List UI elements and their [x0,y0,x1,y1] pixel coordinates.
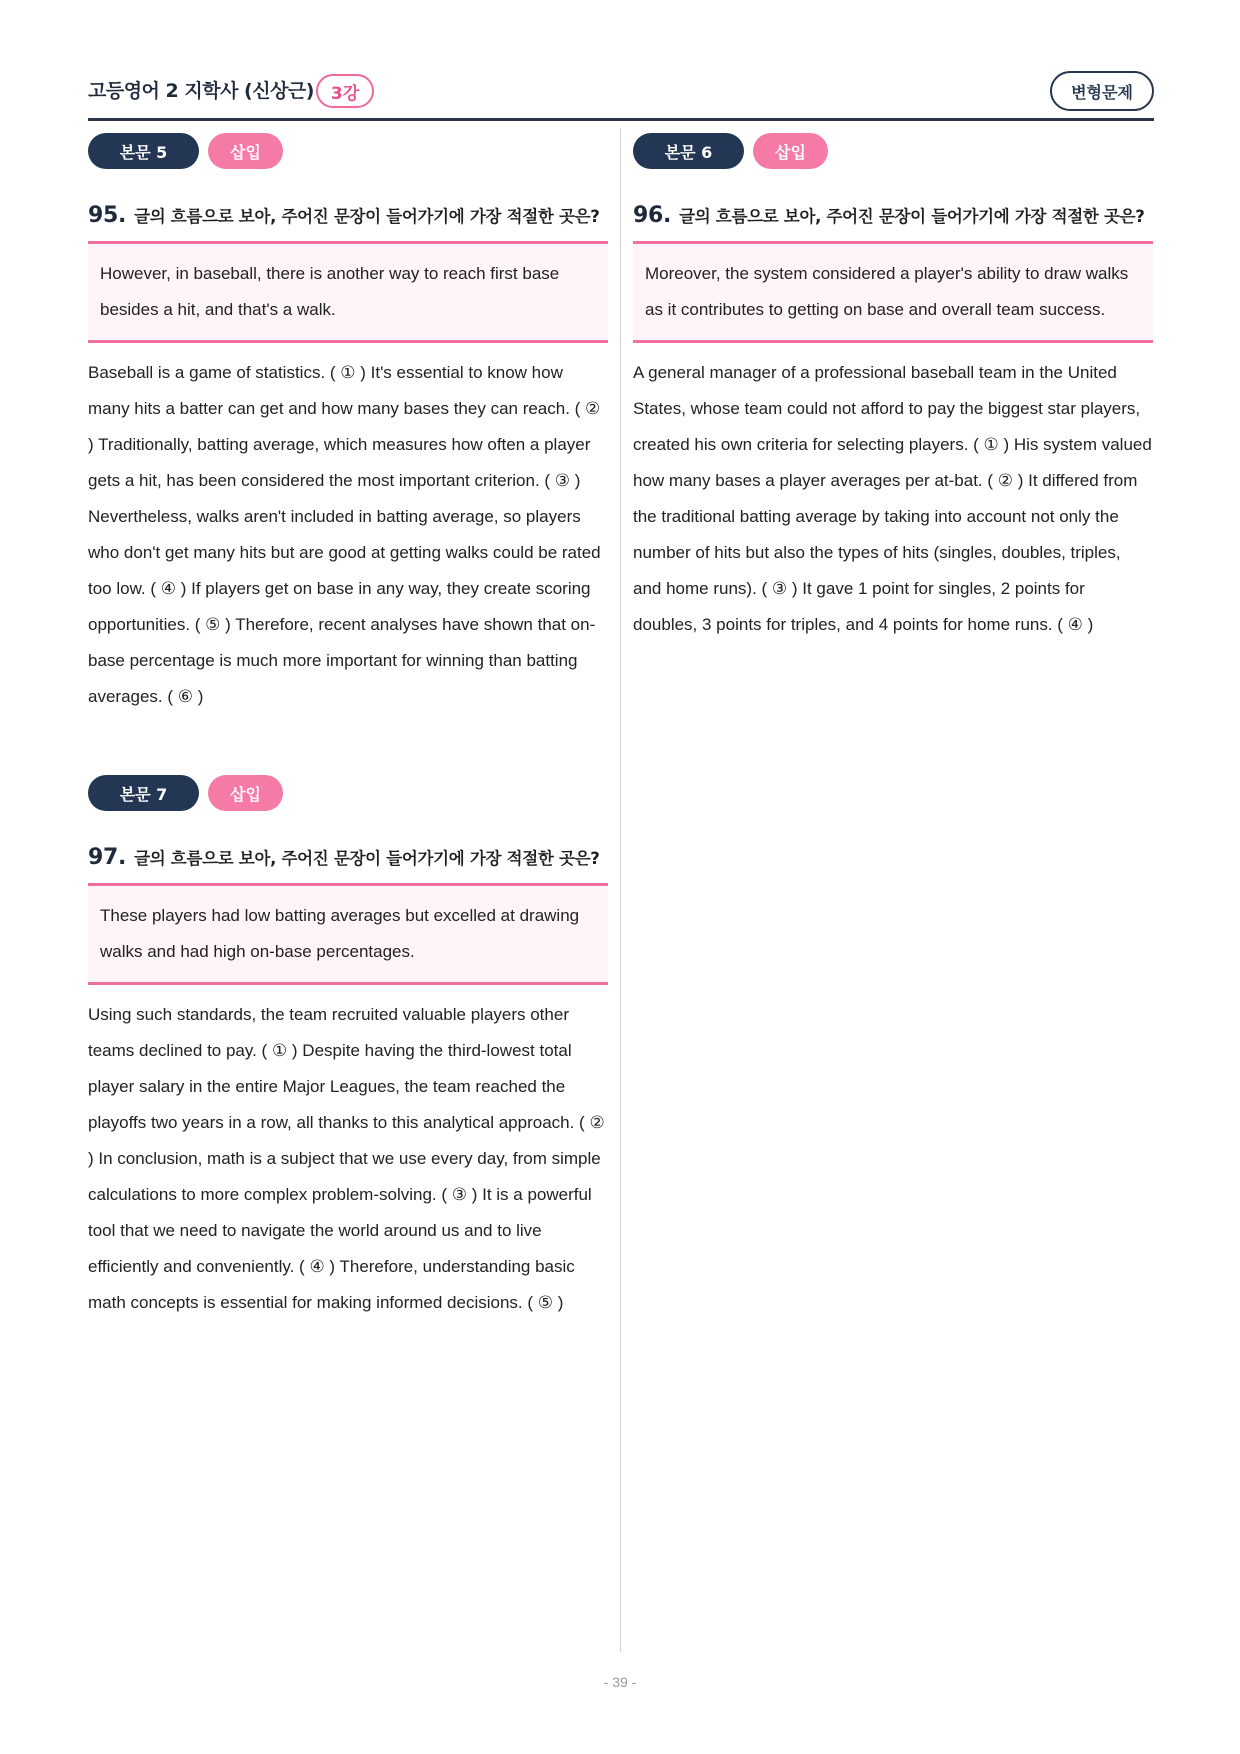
passage-text: A general manager of a professional baseball team in the United States, whose team could not afford to pay the biggest star players, created his own criteria for selecting players. ( ① ) His system valued how many bases a player averages per at-bat. ( ② ) It differed from the traditional batting average by taking into account not only the number of hits but also the types of hits (singles, doubles, triples, and home runs). ( ③ ) It gave 1 point for singles, 2 points for doubles, 3 points for triples, and 4 points for home runs. ( ④ ) [633,363,1152,634]
column-divider [620,128,621,1652]
passage-text: Baseball is a game of statistics. ( ① ) It's essential to know how many hits a batter can get and how many bases they can reach. ( ② ) Traditionally, batting average, which measures how often a player gets a hit, has been considered the most important criterion. ( ③ ) Nevertheless, walks aren't included in batting average, so players who don't get many hits but are good at getting walks could be rated too low. ( ④ ) If players get on base in any way, they create scoring opportunities. ( ⑤ ) Therefore, recent analyses have shown that on-base percentage is much more important for winning than batting averages. ( ⑥ ) [88,363,601,706]
question-text: 글의 흐름으로 보아, 주어진 문장이 들어가기에 가장 적절한 곳은? [134,849,600,868]
question-text: 글의 흐름으로 보아, 주어진 문장이 들어가기에 가장 적절한 곳은? [679,207,1145,226]
block-labels [633,133,1153,169]
page-number: - 39 - [603,1674,637,1690]
question-tag: 삽입 [208,133,283,169]
given-sentence-box: However, in baseball, there is another way to reach first base besides a hit, and that's a walk. [88,241,608,343]
question-block-97 [88,775,608,1321]
passage-label: 본문 6 [633,133,744,169]
document-title: 고등영어 2 지학사 (신상근) [88,80,314,102]
question-prompt [633,199,1153,233]
block-labels [88,775,608,811]
header-divider [88,118,1154,121]
question-block-96 [633,133,1153,643]
question-number: 95. [88,203,127,228]
question-tag: 삽입 [208,775,283,811]
question-block-95 [88,133,608,715]
given-sentence-box: These players had low batting averages but excelled at drawing walks and had high on-base percentages. [88,883,608,985]
question-number: 97. [88,845,127,870]
block-labels [88,133,608,169]
given-sentence-box: Moreover, the system considered a player's ability to draw walks as it contributes to getting on base and overall team success. [633,241,1153,343]
passage-label: 본문 5 [88,133,199,169]
question-text: 글의 흐름으로 보아, 주어진 문장이 들어가기에 가장 적절한 곳은? [134,207,600,226]
lesson-badge: 3강 [316,74,374,108]
question-tag: 삽입 [753,133,828,169]
passage-label: 본문 7 [88,775,199,811]
question-type-badge: 변형문제 [1050,71,1154,111]
question-prompt [88,841,608,875]
question-prompt [88,199,608,233]
question-number: 96. [633,203,672,228]
passage-text: Using such standards, the team recruited valuable players other teams declined to pay. ( ① ) Despite having the third-lowest total player salary in the entire Major Leagues, the team reached the playoffs two years in a row, all thanks to this analytical approach. ( ② ) In conclusion, math is a subject that we use every day, from simple calculations to more complex problem-solving. ( ③ ) It is a powerful tool that we need to navigate the world around us and to live efficiently and conveniently. ( ④ ) Therefore, understanding basic math concepts is essential for making informed decisions. ( ⑤ ) [88,1005,605,1312]
